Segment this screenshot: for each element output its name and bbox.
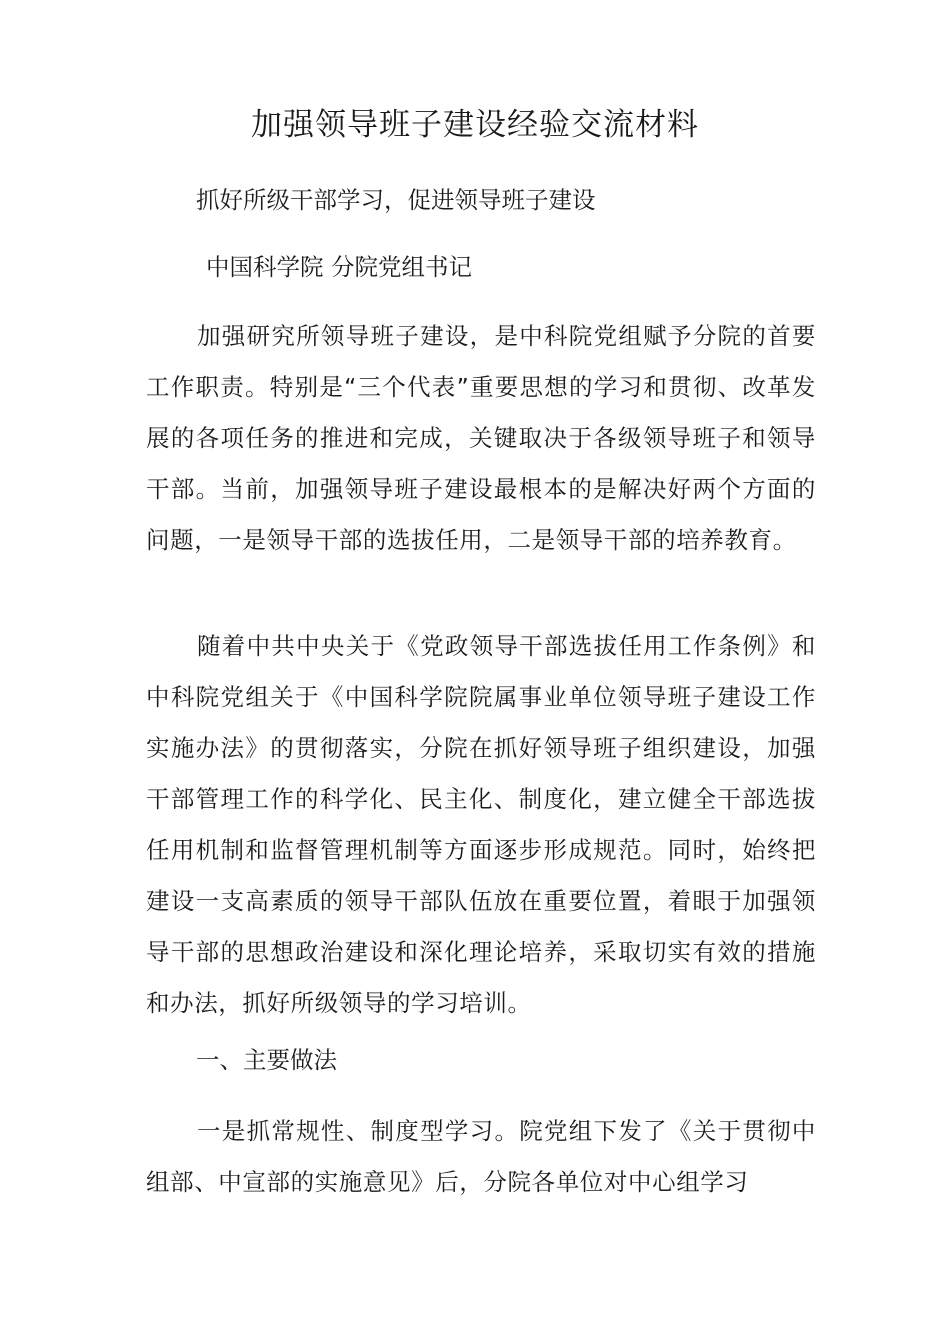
section-heading: 一、主要做法 xyxy=(196,1046,337,1074)
document-author: 中国科学院 分院党组书记 xyxy=(206,253,472,281)
paragraph-3: 一是抓常规性、制度型学习。院党组下发了《关于贯彻中组部、中宣部的实施意见》后，分院各单位对中心组学习 xyxy=(146,1117,816,1196)
paragraph-2: 随着中共中央关于《党政领导干部选拔任用工作条例》和中科院党组关于《中国科学院院属事业单位领导班子建设工作实施办法》的贯彻落实，分院在抓好领导班子组织建设，加强干部管理工作的科学化、民主化、制度化，建立健全干部选拔任用机制和监督管理机制等方面逐步形成规范。同时，始终把建设一支高素质的领导干部队伍放在重要位置，着眼于加强领导干部的思想政治建设和深化理论培养，采取切实有效的措施和办法，抓好所级领导的学习培训。 xyxy=(146,632,816,1017)
paragraph-1: 加强研究所领导班子建设，是中科院党组赋予分院的首要工作职责。特别是“三个代表”重要思想的学习和贯彻、改革发展的各项任务的推进和完成，关键取决于各级领导班子和领导干部。当前，加强领导班子建设最根本的是解决好两个方面的问题，一是领导干部的选拔任用，二是领导干部的培养教育。 xyxy=(146,322,816,554)
document-title: 加强领导班子建设经验交流材料 xyxy=(251,107,699,143)
document-subtitle: 抓好所级干部学习，促进领导班子建设 xyxy=(196,186,596,214)
